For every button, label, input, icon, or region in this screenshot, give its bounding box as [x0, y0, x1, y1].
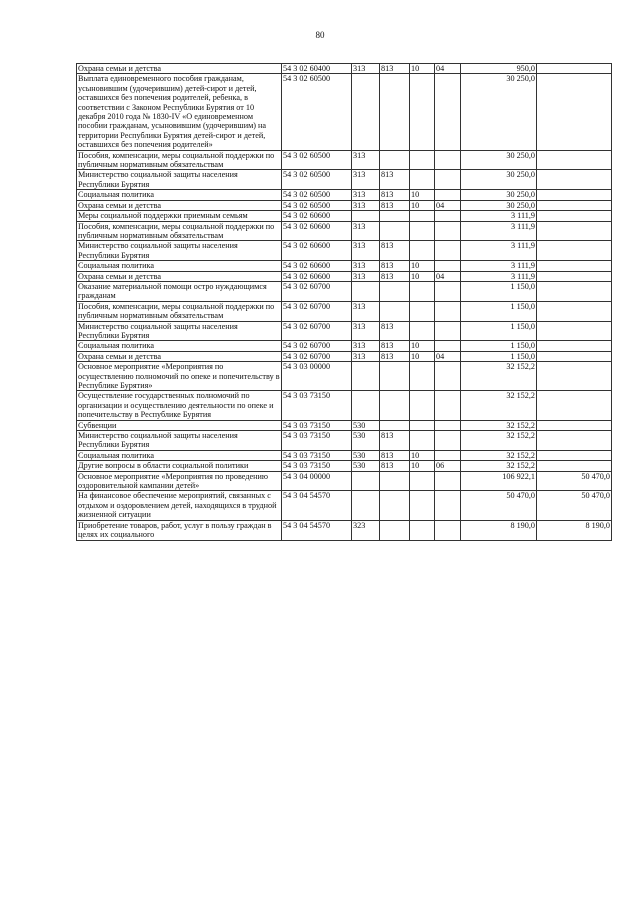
row-rz-cell	[410, 491, 435, 520]
row-sum-cell: 30 250,0	[461, 74, 537, 150]
table-row	[77, 450, 612, 460]
row-pr-cell	[435, 520, 461, 540]
row-name-cell: Приобретение товаров, работ, услуг в пользу граждан в целях их социального	[77, 520, 282, 540]
row-sum-cell: 1 150,0	[461, 301, 537, 321]
row-pr-cell	[435, 281, 461, 301]
row-pr-cell	[435, 391, 461, 420]
row-name-cell: Меры социальной поддержки приемным семьям	[77, 211, 282, 221]
row-sum2-cell	[537, 190, 612, 200]
row-csr-cell: 54 3 02 60600	[282, 271, 352, 281]
row-sum2-cell	[537, 301, 612, 321]
row-rz-cell	[410, 211, 435, 221]
row-csr-cell: 54 3 02 60500	[282, 190, 352, 200]
row-vr-cell: 313	[352, 321, 380, 341]
table-row	[77, 170, 612, 190]
table-row	[77, 221, 612, 241]
row-vr-cell: 313	[352, 221, 380, 241]
row-csr-cell: 54 3 02 60600	[282, 241, 352, 261]
row-vr-cell: 313	[352, 341, 380, 351]
row-rz-cell: 10	[410, 261, 435, 271]
row-name-cell: Основное мероприятие «Мероприятия по осуществлению полномочий по опеке и попечительству в Республике Бурятия»	[78, 362, 280, 390]
row-csr-cell: 54 3 02 60700	[282, 341, 352, 351]
row-csr-cell: 54 3 02 60700	[282, 321, 352, 341]
row-sum2-cell: 50 470,0	[537, 471, 612, 491]
row-pr-cell: 06	[435, 461, 461, 471]
row-sum-cell: 32 152,2	[461, 450, 537, 460]
row-gr-cell	[380, 221, 410, 241]
row-rz-cell: 10	[410, 200, 435, 210]
row-sum-cell: 32 152,2	[461, 431, 537, 451]
row-sum-cell: 30 250,0	[461, 190, 537, 200]
row-pr-cell	[435, 450, 461, 460]
table-row	[77, 64, 612, 74]
row-vr-cell	[352, 74, 380, 150]
row-csr-cell: 54 3 03 00000	[282, 362, 352, 391]
row-gr-cell	[380, 471, 410, 491]
row-pr-cell: 04	[435, 351, 461, 361]
row-sum2-cell	[537, 321, 612, 341]
row-pr-cell	[435, 431, 461, 451]
table-row	[77, 190, 612, 200]
row-rz-cell: 10	[410, 271, 435, 281]
row-name-cell: Субвенции	[77, 420, 282, 430]
row-gr-cell	[380, 362, 410, 391]
table-row	[77, 271, 612, 281]
row-vr-cell: 313	[352, 64, 380, 74]
row-gr-cell: 813	[380, 170, 410, 190]
row-name-cell: Социальная политика	[77, 341, 282, 351]
row-name-cell: Охрана семьи и детства	[77, 351, 282, 361]
row-sum2-cell	[537, 362, 612, 391]
row-vr-cell	[352, 211, 380, 221]
row-vr-cell: 530	[352, 431, 380, 451]
row-gr-cell	[380, 391, 410, 420]
row-csr-cell: 54 3 02 60600	[282, 261, 352, 271]
row-gr-cell: 813	[380, 64, 410, 74]
row-sum-cell: 1 150,0	[461, 341, 537, 351]
row-sum-cell: 1 150,0	[461, 351, 537, 361]
row-sum-cell: 3 111,9	[461, 221, 537, 241]
row-sum-cell: 32 152,2	[461, 391, 537, 420]
row-vr-cell: 313	[352, 261, 380, 271]
row-csr-cell: 54 3 02 60500	[282, 74, 352, 150]
row-vr-cell: 530	[352, 450, 380, 460]
row-gr-cell	[380, 491, 410, 520]
row-name-cell: На финансовое обеспечение мероприятий, связанных с отдыхом и оздоровлением детей, находящихся в трудной жизненной ситуации	[77, 491, 282, 520]
table-row	[77, 200, 612, 210]
table-row	[77, 150, 612, 170]
row-gr-cell: 813	[380, 450, 410, 460]
row-csr-cell: 54 3 02 60700	[282, 351, 352, 361]
table-row	[77, 362, 612, 391]
row-gr-cell: 813	[380, 241, 410, 261]
row-rz-cell	[410, 362, 435, 391]
row-vr-cell	[352, 471, 380, 491]
row-pr-cell	[435, 211, 461, 221]
row-pr-cell	[435, 341, 461, 351]
row-sum-cell: 1 150,0	[461, 321, 537, 341]
row-name-cell: Министерство социальной защиты населения Республики Бурятия	[77, 170, 282, 190]
row-sum-cell: 950,0	[461, 64, 537, 74]
row-name-cell: Пособия, компенсации, меры социальной поддержки по публичным нормативным обязательствам	[77, 221, 282, 241]
row-rz-cell	[410, 281, 435, 301]
page-number: 80	[315, 30, 325, 40]
row-pr-cell	[435, 321, 461, 341]
table-row	[77, 321, 612, 341]
row-gr-cell: 813	[380, 261, 410, 271]
row-rz-cell	[410, 431, 435, 451]
row-rz-cell	[410, 74, 435, 150]
table-row	[77, 211, 612, 221]
row-sum-cell: 30 250,0	[461, 200, 537, 210]
row-sum2-cell: 8 190,0	[537, 520, 612, 540]
table-row	[77, 420, 612, 430]
row-csr-cell: 54 3 02 60700	[282, 301, 352, 321]
row-pr-cell	[435, 362, 461, 391]
row-csr-cell: 54 3 03 73150	[282, 391, 352, 420]
row-gr-cell	[380, 301, 410, 321]
row-sum2-cell	[537, 261, 612, 271]
row-vr-cell	[352, 362, 380, 391]
row-rz-cell	[410, 301, 435, 321]
row-name-cell: Охрана семьи и детства	[77, 64, 282, 74]
row-rz-cell: 10	[410, 190, 435, 200]
row-rz-cell	[410, 471, 435, 491]
row-pr-cell: 04	[435, 271, 461, 281]
row-pr-cell	[435, 261, 461, 271]
row-vr-cell	[352, 391, 380, 420]
row-csr-cell: 54 3 03 73150	[282, 461, 352, 471]
row-vr-cell: 313	[352, 271, 380, 281]
table-row	[77, 431, 612, 451]
row-csr-cell: 54 3 02 60600	[282, 221, 352, 241]
row-sum2-cell	[537, 200, 612, 210]
row-sum-cell: 32 152,2	[461, 420, 537, 430]
row-rz-cell	[410, 241, 435, 261]
row-name-cell: Другие вопросы в области социальной политики	[77, 461, 282, 471]
row-sum2-cell: 50 470,0	[537, 491, 612, 520]
row-rz-cell	[410, 321, 435, 341]
table-row	[77, 341, 612, 351]
row-csr-cell: 54 3 04 54570	[282, 491, 352, 520]
row-pr-cell	[435, 301, 461, 321]
row-vr-cell: 530	[352, 420, 380, 430]
row-csr-cell: 54 3 02 60600	[282, 211, 352, 221]
row-pr-cell	[435, 491, 461, 520]
row-gr-cell: 813	[380, 461, 410, 471]
row-vr-cell: 530	[352, 461, 380, 471]
budget-table	[76, 63, 612, 541]
row-vr-cell: 313	[352, 351, 380, 361]
row-sum-cell: 32 152,2	[461, 461, 537, 471]
row-name-cell: Охрана семьи и детства	[77, 271, 282, 281]
row-sum2-cell	[537, 341, 612, 351]
row-gr-cell: 813	[380, 431, 410, 451]
row-name-cell: Пособия, компенсации, меры социальной поддержки по публичным нормативным обязательствам	[77, 301, 282, 321]
row-name-cell: Основное мероприятие «Мероприятия по проведению оздоровительной кампании детей»	[77, 471, 282, 491]
row-sum-cell: 106 922,1	[461, 471, 537, 491]
row-gr-cell: 813	[380, 190, 410, 200]
row-name-cell: Социальная политика	[77, 450, 282, 460]
row-rz-cell	[410, 221, 435, 241]
row-vr-cell: 313	[352, 150, 380, 170]
row-sum2-cell	[537, 431, 612, 451]
row-sum2-cell	[537, 150, 612, 170]
row-sum-cell: 3 111,9	[461, 261, 537, 271]
row-csr-cell: 54 3 02 60500	[282, 200, 352, 210]
table-row	[77, 391, 612, 420]
row-rz-cell: 10	[410, 450, 435, 460]
row-sum2-cell	[537, 351, 612, 361]
row-sum-cell: 3 111,9	[461, 271, 537, 281]
row-csr-cell: 54 3 02 60700	[282, 281, 352, 301]
row-sum-cell: 30 250,0	[461, 150, 537, 170]
row-rz-cell	[410, 420, 435, 430]
row-pr-cell	[435, 241, 461, 261]
row-rz-cell: 10	[410, 351, 435, 361]
row-sum2-cell	[537, 221, 612, 241]
row-rz-cell: 10	[410, 341, 435, 351]
row-rz-cell	[410, 170, 435, 190]
row-gr-cell	[380, 520, 410, 540]
row-vr-cell	[352, 281, 380, 301]
table-row	[77, 301, 612, 321]
row-name-cell: Министерство социальной защиты населения Республики Бурятия	[77, 431, 282, 451]
table-body	[77, 64, 612, 541]
row-gr-cell: 813	[380, 271, 410, 281]
row-sum-cell: 50 470,0	[461, 491, 537, 520]
row-pr-cell: 04	[435, 200, 461, 210]
row-name-cell: Оказание материальной помощи остро нуждающимся гражданам	[77, 281, 282, 301]
row-sum-cell: 1 150,0	[461, 281, 537, 301]
row-sum2-cell	[537, 461, 612, 471]
row-rz-cell	[410, 150, 435, 170]
row-gr-cell: 813	[380, 351, 410, 361]
table-row	[77, 74, 612, 150]
row-rz-cell: 10	[410, 64, 435, 74]
row-sum-cell: 3 111,9	[461, 211, 537, 221]
table-row	[77, 351, 612, 361]
row-csr-cell: 54 3 03 73150	[282, 420, 352, 430]
table-row	[77, 471, 612, 491]
row-gr-cell	[380, 150, 410, 170]
row-pr-cell: 04	[435, 64, 461, 74]
row-gr-cell	[380, 211, 410, 221]
row-sum2-cell	[537, 271, 612, 281]
row-vr-cell: 323	[352, 520, 380, 540]
table-row	[77, 261, 612, 271]
row-pr-cell	[435, 170, 461, 190]
row-gr-cell: 813	[380, 200, 410, 210]
row-sum2-cell	[537, 64, 612, 74]
row-name-cell: Осуществление государственных полномочий по организации и осуществлению деятельности по опеке и попечительству в Республике Бурятия	[77, 391, 282, 420]
row-pr-cell	[435, 190, 461, 200]
row-csr-cell: 54 3 03 73150	[282, 431, 352, 451]
row-vr-cell	[352, 491, 380, 520]
row-csr-cell: 54 3 02 60500	[282, 150, 352, 170]
row-csr-cell: 54 3 04 54570	[282, 520, 352, 540]
row-csr-cell: 54 3 03 73150	[282, 450, 352, 460]
row-pr-cell	[435, 74, 461, 150]
row-sum-cell: 8 190,0	[461, 520, 537, 540]
table-row	[77, 461, 612, 471]
row-name-cell: Министерство социальной защиты населения Республики Бурятия	[77, 241, 282, 261]
row-gr-cell	[380, 281, 410, 301]
row-gr-cell: 813	[380, 321, 410, 341]
row-rz-cell	[410, 391, 435, 420]
row-sum2-cell	[537, 391, 612, 420]
row-gr-cell	[380, 74, 410, 150]
row-name-cell: Социальная политика	[77, 190, 282, 200]
row-gr-cell	[380, 420, 410, 430]
row-sum2-cell	[537, 450, 612, 460]
row-name-cell: Охрана семьи и детства	[77, 200, 282, 210]
row-csr-cell: 54 3 02 60500	[282, 170, 352, 190]
row-vr-cell: 313	[352, 190, 380, 200]
row-name-cell: Выплата единовременного пособия гражданам, усыновившим (удочерившим) детей-сирот и детей, оставшихся без попечения родителей, ребенка, в соответствии с Законом Республики Бурятия от 10 декабря 2010 года № 1830-IV «О единовременном пособии гражданам, усыновившим (удочерившим) на территории Республики Бурятия детей-сирот и детей, оставшихся без попечения родителей»	[77, 74, 282, 150]
row-name-cell: Пособия, компенсации, меры социальной поддержки по публичным нормативным обязательствам	[77, 150, 282, 170]
row-pr-cell	[435, 471, 461, 491]
row-sum2-cell	[537, 241, 612, 261]
row-name-cell: Социальная политика	[77, 261, 282, 271]
row-vr-cell: 313	[352, 170, 380, 190]
row-vr-cell: 313	[352, 301, 380, 321]
row-sum2-cell	[537, 170, 612, 190]
row-pr-cell	[435, 150, 461, 170]
row-vr-cell: 313	[352, 200, 380, 210]
row-vr-cell: 313	[352, 241, 380, 261]
row-sum-cell: 32 152,2	[461, 362, 537, 391]
row-sum2-cell	[537, 281, 612, 301]
row-rz-cell: 10	[410, 461, 435, 471]
row-csr-cell: 54 3 02 60400	[282, 64, 352, 74]
row-sum2-cell	[537, 211, 612, 221]
row-sum2-cell	[537, 420, 612, 430]
row-sum2-cell	[537, 74, 612, 150]
table-row	[77, 281, 612, 301]
table-row	[77, 491, 612, 520]
row-name-cell: Министерство социальной защиты населения Республики Бурятия	[77, 321, 282, 341]
row-pr-cell	[435, 221, 461, 241]
row-rz-cell	[410, 520, 435, 540]
row-gr-cell: 813	[380, 341, 410, 351]
row-pr-cell	[435, 420, 461, 430]
table-row	[77, 241, 612, 261]
row-sum-cell: 30 250,0	[461, 170, 537, 190]
row-csr-cell: 54 3 04 00000	[282, 471, 352, 491]
row-sum-cell: 3 111,9	[461, 241, 537, 261]
table-row	[77, 520, 612, 540]
